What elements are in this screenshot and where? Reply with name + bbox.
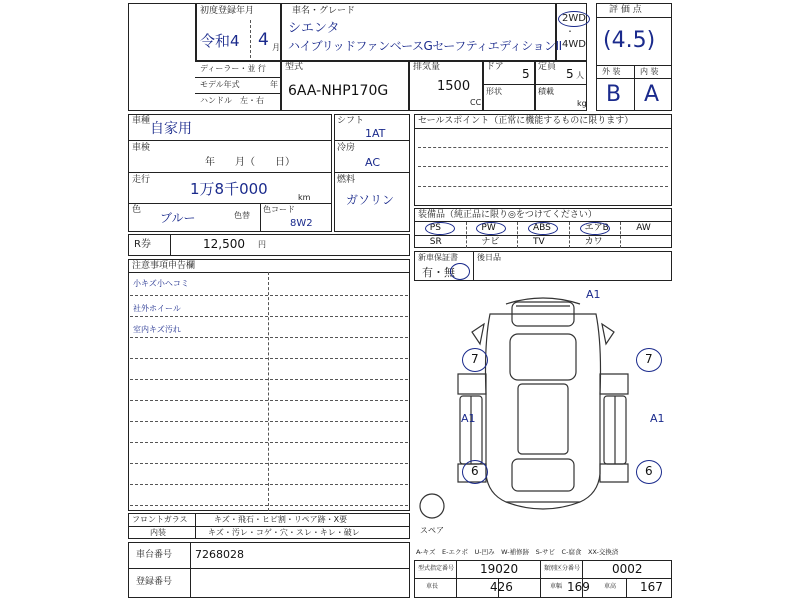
sales-points-label: セールスポイント（正常に機能するものに限ります） [418, 116, 634, 126]
model-year-label: モデル年式 [200, 80, 240, 89]
glass-value: キズ・飛石・ヒビ割・リペア跡・X要 [214, 515, 348, 524]
exterior-value: B [606, 82, 622, 107]
divider [128, 526, 410, 527]
car-diagram [414, 284, 672, 524]
divider [195, 513, 196, 539]
width-value: 169 [567, 580, 590, 594]
notes-line [130, 442, 408, 443]
equipment-circle [580, 222, 610, 235]
divider [456, 560, 457, 598]
interior-value: A [644, 82, 660, 107]
color-code-label: 色コード [263, 205, 295, 214]
equipment-col [569, 222, 570, 248]
equipment-col [620, 222, 621, 248]
width-label: 車幅 [550, 583, 563, 590]
month-value: 4 [258, 30, 269, 50]
name-grade-label: 車名・グレード [292, 6, 356, 16]
fuel-label: 燃料 [337, 175, 356, 185]
equipment-item: SR [429, 237, 442, 247]
equipment-item: TV [533, 237, 545, 247]
month-unit: 月 [272, 43, 280, 52]
displacement-value: 1500 [437, 79, 471, 94]
drive-2wd: 2WD [562, 13, 586, 24]
diagram-mark-6-right: 6 [645, 464, 653, 478]
chassis-value: 7268028 [195, 548, 244, 561]
class-label: 類別区分番号 [544, 565, 581, 572]
doors-value: 5 [522, 67, 530, 81]
diagram-mark-a1: A1 [586, 288, 601, 301]
type-value: 6AA-NHP170G [288, 83, 389, 99]
interior-footer-value: キズ・汚レ・コゲ・穴・スレ・キレ・破レ [208, 528, 360, 537]
divider [482, 60, 484, 111]
notes-line [130, 463, 408, 464]
notes-line [130, 316, 408, 317]
diagram-mark-a1-right: A1 [650, 412, 665, 425]
legend: A-キズ E-エクボ U-凹み W-補修跡 S-サビ C-腐食 XX-交換済 [416, 548, 619, 556]
drive-dot: ・ [566, 27, 574, 36]
handle-label: ハンドル 左・右 [200, 96, 264, 105]
year-unit: 年 [270, 80, 278, 89]
divider [540, 560, 541, 598]
glass-label: フロントガラス [132, 515, 188, 524]
displacement-label: 排気量 [413, 62, 441, 72]
score-label: 評 価 点 [609, 5, 642, 15]
equipment-col [517, 222, 518, 248]
ac-label: 冷房 [337, 143, 356, 153]
equipment-item: PW [481, 223, 496, 233]
mileage-label: 走行 [132, 175, 151, 185]
divider [414, 128, 672, 129]
equipment-item: ABS [533, 223, 551, 233]
divider [195, 3, 197, 61]
notes-label: 注意事項申告欄 [132, 261, 196, 271]
inspection-value: 年 月（ 日） [205, 157, 295, 168]
load-label: 積載 [538, 87, 554, 96]
notes-line [130, 421, 408, 422]
equipment-item: エアB [584, 223, 609, 233]
notes-box [128, 259, 410, 511]
recycle-label: R券 [134, 239, 151, 250]
divider [195, 60, 587, 62]
yen-unit: 円 [258, 240, 266, 249]
notes-line [130, 379, 408, 380]
divider [128, 203, 332, 204]
note-item: 社外ホイール [133, 304, 181, 313]
divider [128, 140, 332, 141]
color-no-label: 色替 [234, 211, 250, 220]
diagram-mark-6-left: 6 [471, 464, 479, 478]
spare-label: スペア [420, 526, 444, 535]
usage-value: 自家用 [150, 121, 192, 137]
divider [634, 65, 635, 111]
divider [334, 140, 410, 141]
divider [408, 60, 410, 111]
divider [195, 93, 280, 94]
divider [334, 172, 410, 173]
divider [482, 84, 587, 85]
color-code-value: 8W2 [290, 218, 313, 229]
notes-line [130, 358, 408, 359]
divider [260, 203, 261, 232]
usage-label: 車種 [132, 116, 151, 126]
capacity-label: 定員 [538, 62, 557, 72]
notes-line [130, 337, 408, 338]
era-value: 令和4 [200, 32, 240, 50]
divider [414, 235, 672, 236]
inspection-label: 車検 [132, 143, 151, 153]
kg-unit: kg [577, 99, 587, 108]
divider [280, 3, 282, 111]
drive-4wd: 4WD [562, 39, 586, 50]
equipment-circle [425, 222, 455, 235]
divider [128, 272, 410, 273]
cc-unit: CC [470, 98, 482, 107]
equipment-item: カワ [584, 237, 603, 247]
new-warranty-value: 有・無 [422, 266, 455, 279]
shift-label: シフト [337, 116, 365, 126]
length-value: 426 [490, 580, 513, 594]
divider [596, 17, 672, 18]
doors-label: ドア [486, 62, 504, 72]
equipment-item: PS [429, 223, 441, 233]
divider [414, 578, 672, 579]
type-desig-value: 19020 [480, 562, 519, 576]
shape-label: 形状 [486, 87, 502, 96]
notes-line [130, 484, 408, 485]
reg-label: 登録番号 [136, 577, 173, 587]
grade-value: ハイブリッドファンベースGセーフティエディションII [288, 39, 562, 53]
diagram-mark-7-left: 7 [471, 352, 479, 366]
recycle-value: 12,500 [203, 237, 245, 251]
shift-value: 1AT [365, 127, 386, 140]
notes-line [130, 505, 408, 506]
height-value: 167 [640, 580, 663, 594]
equipment-item: ナビ [481, 237, 500, 247]
era-divider [250, 20, 251, 58]
car-name: シエンタ [288, 21, 340, 36]
note-item: 小キズ小ヘコミ [133, 279, 189, 288]
chassis-label: 車台番号 [136, 550, 173, 560]
equipment-col [466, 222, 467, 248]
color-value: ブルー [160, 211, 196, 225]
km-unit: km [298, 193, 311, 202]
new-warranty-label: 新車保証書 [418, 253, 458, 262]
divider [170, 234, 171, 256]
fuel-value: ガソリン [346, 193, 395, 207]
interior-label: 内 装 [640, 67, 659, 76]
type-label: 型式 [285, 62, 304, 72]
exterior-label: 外 装 [602, 67, 621, 76]
equipment-item: AW [636, 223, 651, 233]
score-value: (4.5) [603, 28, 656, 53]
none-circle [450, 263, 470, 280]
divider [195, 77, 280, 78]
notes-line [130, 295, 408, 296]
dealer-label: ディーラー・並 行 [200, 64, 266, 73]
ac-value: AC [365, 156, 381, 169]
class-value: 0002 [612, 562, 643, 576]
diagram-mark-7-right: 7 [645, 352, 653, 366]
divider [190, 542, 191, 598]
capacity-unit: 人 [576, 71, 584, 80]
length-label: 車長 [426, 583, 439, 590]
divider [128, 172, 332, 173]
rear-items-label: 後日品 [477, 253, 501, 262]
sales-line [418, 147, 668, 148]
diagram-mark-a1-left: A1 [461, 412, 476, 425]
equipment-label: 装備品（純正品に限り◎をつけてください） [418, 210, 597, 220]
color-label: 色 [132, 205, 142, 215]
note-item: 室内キズ汚れ [133, 325, 181, 334]
divider [626, 578, 627, 598]
equipment-circle [528, 222, 558, 235]
sales-line [418, 186, 668, 187]
first-reg-label: 初度登録年月 [200, 6, 255, 16]
notes-line [130, 400, 408, 401]
interior-footer-label: 内装 [150, 528, 166, 537]
notes-col [268, 272, 269, 511]
divider [534, 60, 536, 111]
divider [128, 568, 410, 569]
height-label: 車高 [604, 583, 617, 590]
sales-line [418, 166, 668, 167]
divider [473, 251, 474, 281]
mileage-value: 1万8千000 [190, 180, 268, 198]
type-desig-label: 型式指定番号 [418, 565, 455, 572]
capacity-value: 5 [566, 67, 574, 81]
